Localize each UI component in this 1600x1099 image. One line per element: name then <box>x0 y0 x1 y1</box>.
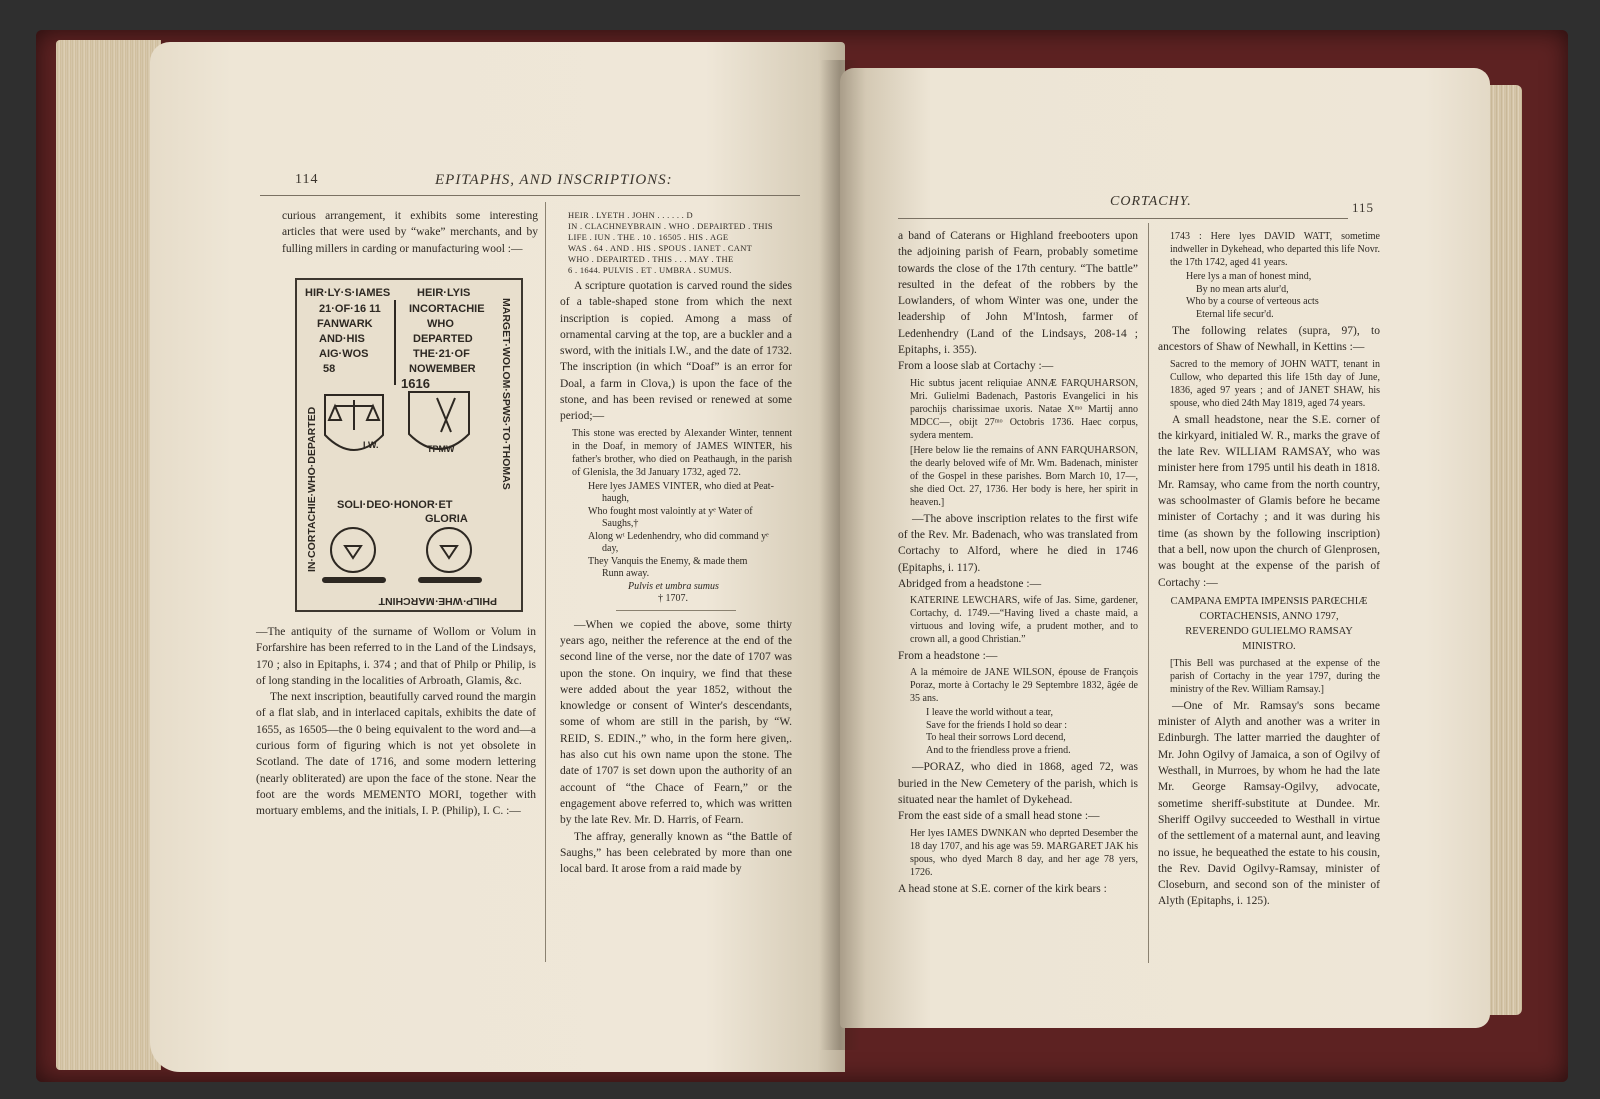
bell-line: MINISTRO. <box>1242 640 1296 652</box>
verse-line: Who fought most valointly at yᵉ Water of <box>588 505 753 517</box>
inscription-text: Her lyes IAMES DWNKAN who deprted Desember the 18 day 1707, and his age was 59. MARGARET JAK his spous, who dyed March 8 day, and her age 78 yers, 1726. <box>910 827 1138 878</box>
plate-text: INCORTACHIE <box>409 303 485 315</box>
plate-text: FANWARK <box>317 318 373 330</box>
paragraph: A small headstone, near the S.E. corner of the kirkyard, initialed W. R., marks the grave of the late Rev. WILLIAM RAMSAY, who was minister here from 1795 until his death in 1818. Mr. Ramsay, who came from the north country, was schoolmaster of Glamis before he became minister of Cortachy ; and it was during his time (as shown by the following inscription) that a bell, now upon the church of Glenprosen, was bought at the expense of the parish of Cortachy :— <box>1158 413 1380 589</box>
gravestone-illustration <box>295 278 523 612</box>
inscription-small <box>1170 230 1380 269</box>
left-column-1 <box>282 208 538 257</box>
plate-border-text: PHILP·WHE·MARCHINT <box>378 595 497 607</box>
plate-text: 58 <box>323 363 336 375</box>
inscription-line: IN . CLACHNEYBRAIN . WHO . DEPAIRTED . THIS <box>568 221 773 231</box>
inscription-line: WHO . DEPAIRTED . THIS . . . MAY . THE <box>568 254 734 264</box>
page-number-right: 115 <box>1352 200 1375 215</box>
verse-line: Here lys a man of honest mind, <box>1186 271 1312 282</box>
paragraph: The following relates (supra, 97), to ancestors of Shaw of Newhall, in Kettins :— <box>1158 325 1380 354</box>
inscription-small <box>1170 358 1380 410</box>
bell-inscription <box>1158 594 1380 654</box>
page-edges-left <box>56 40 161 1070</box>
inscription-text: Hic subtus jacent reliquiae ANNÆ FARQUHARSON, Mri. Gulielmi Badenach, Pastoris Evangelici in his parochijs charissimae uxoris. Natae Xᵐᵒ Martij anno MDCC—, obijt 27ᵐᵒ Octobris 1736. Haec corpus, sydera mentem. <box>910 377 1138 441</box>
verse-block <box>926 707 1138 757</box>
shears-icon <box>437 398 455 432</box>
verse-block <box>1186 271 1380 321</box>
paragraph: From a headstone :— <box>898 650 998 663</box>
running-head-left: EPITAPHS, AND INSCRIPTIONS: <box>435 172 673 188</box>
inscription-text: [This Bell was purchased at the expense of the parish of Cortachy in the year 1797, during the ministry of the Rev. William Ramsay.] <box>1170 657 1380 695</box>
inscription-text: 1743 : Here lyes DAVID WATT, sometime indweller in Dykehead, who departed this life Novr. the 17th 1742, aged 41 years. <box>1170 231 1380 268</box>
paragraph: —The above inscription relates to the first wife of the Rev. Mr. Badenach, who was translated from Cortachy to Alford, where he died in 1746 (Epitaphs, i. 117). <box>898 512 1138 574</box>
inscription-text: This stone was erected by Alexander Winter, tennent in the Doaf, in memory of JAMES WINTER, his father's brother, who died on Peathaugh, in the parish of Glenisla, the 3d January 1732, aged 72. <box>572 427 792 478</box>
separator-rule <box>616 610 736 611</box>
plate-text: SOLI·DEO·HONOR·ET <box>337 499 453 511</box>
left-column-2 <box>560 208 792 877</box>
plate-border-text: MARGET·WOLOM·SPWS·TO·THOMAS <box>500 298 512 490</box>
plate-text: 21·OF·16 11 <box>319 303 381 315</box>
verse-line: And to the friendless prove a friend. <box>926 744 1071 756</box>
paragraph: a band of Caterans or Highland freebooters upon the adjoining parish of Fearn, probably sometime towards the close of the 17th century. “The battle” resulted in the defeat of the robbers by the Lowlanders, of whom Winter was one, under the leadership of John M'Intosh, farmer of Ledenhendry (Land of the Lindsays, 208-14 ; Epitaphs, i. 355). <box>898 230 1138 357</box>
verse-line: Save for the friends I hold so dear : <box>926 719 1068 731</box>
paragraph: From a loose slab at Cortachy :— <box>898 360 1054 373</box>
paragraph: From the east side of a small head stone :— <box>898 810 1100 823</box>
inscription-block <box>568 210 792 276</box>
column-divider <box>1148 223 1149 963</box>
plate-text: AIG·WOS <box>319 348 369 360</box>
bell-line: CAMPANA EMPTA IMPENSIS PARŒCHIÆ <box>1170 595 1368 607</box>
paragraph: A scripture quotation is carved round the sides of a table-shaped stone from which the next inscription is copied. Among a mass of ornamental carving at the top, are a buckler and a sword, with the initials I.W., and the date of 1732. The inscription (in which “Doaf” is an error for Doal, a farm in Clova,) is upon the face of the stone, and has been revised or renewed at some period;— <box>560 280 792 423</box>
inscription-line: 6 . 1644. PULVIS . ET . UMBRA . SUMUS. <box>568 265 732 275</box>
skull-icon <box>427 528 471 572</box>
paragraph: Abridged from a headstone :— <box>898 577 1042 590</box>
verse-line: Here lyes JAMES VINTER, who died at Peat- <box>588 480 774 492</box>
skull-icon <box>345 546 457 558</box>
column-divider <box>545 202 546 962</box>
plate-text: DEPARTED <box>413 333 473 345</box>
running-head-right: CORTACHY. <box>1110 194 1192 209</box>
verse-line: haugh, <box>602 493 629 505</box>
paragraph: curious arrangement, it exhibits some interesting articles that were used by “wake” merchants, and by fulling millers in carding or manufacturing wool :— <box>282 210 538 255</box>
bell-line: REVERENDO GULIELMO RAMSAY <box>1185 625 1353 637</box>
verse-block <box>588 481 792 606</box>
inscription-text: [Here below lie the remains of ANN FARQUHARSON, the dearly beloved wife of Mr. Wm. Badenach, minister of the Gospel in these parishes. Born March 10, 17—, she died Oct. 27, 1736. Her body is here, her spirit in heaven.] <box>910 444 1138 508</box>
inscription-small <box>1170 657 1380 696</box>
plate-text: THE·21·OF <box>413 348 470 360</box>
plate-border-text: IN·CORTACHIE·WHO·DEPARTED <box>306 406 318 572</box>
verse-line: By no mean arts alur'd, <box>1196 283 1289 295</box>
paragraph: —One of Mr. Ramsay's sons became minister of Alyth and another was a writer in Edinburgh. The latter married the daughter of Mr. John Ogilvy of Jamaica, a son of Ogilvy of Westhall, in Murroes, by whom he had the late Mr. George Ramsay-Ogilvy, advocate, sometime sheriff-substitute at Dundee. Mr. Sheriff Ogilvy succeeded to Westhall in virtue of the settlement of a maternal aunt, and leaving no issue, he bequeathed the estate to his cousin, the Rev. David Ogilvy-Ramsay, minister of Closeburn, and second son of the minister of Alyth (Epitaphs, i. 125). <box>1158 699 1380 908</box>
verse-line: Who by a course of verteous acts <box>1186 296 1319 307</box>
right-column-2 <box>1158 228 1380 910</box>
page-number-left: 114 <box>295 172 319 187</box>
verse-line: Saughs,† <box>602 518 639 530</box>
skull-icon <box>331 528 375 572</box>
head-rule-right <box>898 218 1348 219</box>
paragraph: —When we copied the above, some thirty years ago, neither the reference at the end of the second line of the verse, nor the date of 1707 was upon the stone. On inquiry, we find that these were added about the year 1852, without the knowledge or consent of Winter's descendants, some of whom are still in the parish, by “W. REID, S. EDIN.,” who, in the form here given,. has also cut his own name upon the stone. The date of 1707 is set down upon the authority of an account of “the Chace of Fearn,” or the engagement above referred to, which was written by the late Rev. Mr. D. Harris, of Fearn. <box>560 618 792 827</box>
verse-line: Pulvis et umbra sumus <box>628 580 719 592</box>
inscription-text: KATERINE LEWCHARS, wife of Jas. Sime, gardener, Cortachy, d. 1749.—“Having lived a chaste maid, a virtuous and loving wife, a prudent mother, and to crown all, a good Christian.” <box>910 595 1138 646</box>
plate-text: NOWEMBER <box>409 363 476 375</box>
plate-text: GLORIA <box>425 513 468 525</box>
verse-line: Runn away. <box>602 568 650 580</box>
verse-line: They Vanquis the Enemy, & made them <box>588 555 748 567</box>
verse-line: Eternal life secur'd. <box>1196 308 1274 320</box>
right-column-1 <box>898 228 1138 897</box>
paragraph: The next inscription, beautifully carved round the margin of a flat slab, and in interlaced capitals, exhibits the date of 1655, as 16505—the 0 being equivalent to the word and—a curious form of figuring which is not yet obsolete in Scotland. The date of 1716, and some modern lettering (nearly obliterated) are upon the face of the stone. Near the foot are the words MEMENTO MORI, together with mortuary emblems, and the initials, I. P. (Philip), I. C. :— <box>256 691 536 818</box>
plate-text: WHO <box>427 318 454 330</box>
gravestone-drawing <box>297 280 521 610</box>
inscription-small <box>910 377 1138 442</box>
inscription-text: Sacred to the memory of JOHN WATT, tenant in Cullow, who departed this life 15th day of June, 1836, aged 97 years ; and of JANET SHAW, his spouse, who died 24th May 1819, aged 74 years. <box>1170 358 1380 409</box>
plate-text: HEIR·LYIS <box>417 287 471 299</box>
plate-text: AND·HIS <box>319 333 365 345</box>
verse-line: day, <box>602 543 619 555</box>
plate-text: TPMW <box>427 444 455 454</box>
plate-text: 1616 <box>401 376 430 391</box>
verse-line: I leave the world without a tear, <box>926 707 1054 719</box>
verse-line: Along wᵗ Ledenhendry, who did command yᵉ <box>588 530 769 542</box>
inscription-line: LIFE . IUN . THE . 10 . 16505 . HIS . AGE <box>568 232 729 242</box>
inscription-small <box>910 444 1138 509</box>
plate-text: I.W. <box>363 440 379 450</box>
inscription-small <box>910 827 1138 879</box>
inscription-small <box>910 594 1138 646</box>
inscription-line: HEIR . LYETH . JOHN . . . . . . D <box>568 210 693 220</box>
inscription-small <box>572 427 792 479</box>
right-page <box>840 68 1490 1028</box>
paragraph: —The antiquity of the surname of Wollom or Volum in Forfarshire has been referred to in the Land of the Lindsays, 170 ; also in Epitaphs, i. 374 ; and that of Philp or Philip, is of long standing in the localities of Arbroath, Glamis, &c. <box>256 626 536 687</box>
left-column-1-lower <box>256 624 536 820</box>
inscription-text: A la mémoire de JANE WILSON, épouse de François Poraz, morte à Cortachy le 29 Septembre 1832, âgée de 35 ans. <box>910 667 1138 705</box>
verse-line: To heal their sorrows Lord decend, <box>926 732 1066 744</box>
paragraph: —PORAZ, who died in 1868, aged 72, was buried in the New Cemetery of the parish, which is situated near the hamlet of Dykehead. <box>898 761 1138 807</box>
inscription-line: WAS . 64 . AND . HIS . SPOUS . IANET . CANT <box>568 243 753 253</box>
inscription-small <box>910 666 1138 705</box>
bell-line: CORTACHENSIS, ANNO 1797, <box>1199 610 1339 622</box>
plate-text: HIR·LY·S·IAMES <box>305 287 391 299</box>
paragraph: The affray, generally known as “the Battle of Saughs,” has been celebrated by more than one local bard. It arose from a raid made by <box>560 830 792 876</box>
paragraph: A head stone at S.E. corner of the kirk bears : <box>898 882 1107 895</box>
verse-line: † 1707. <box>658 593 688 605</box>
head-rule-left <box>260 195 800 196</box>
